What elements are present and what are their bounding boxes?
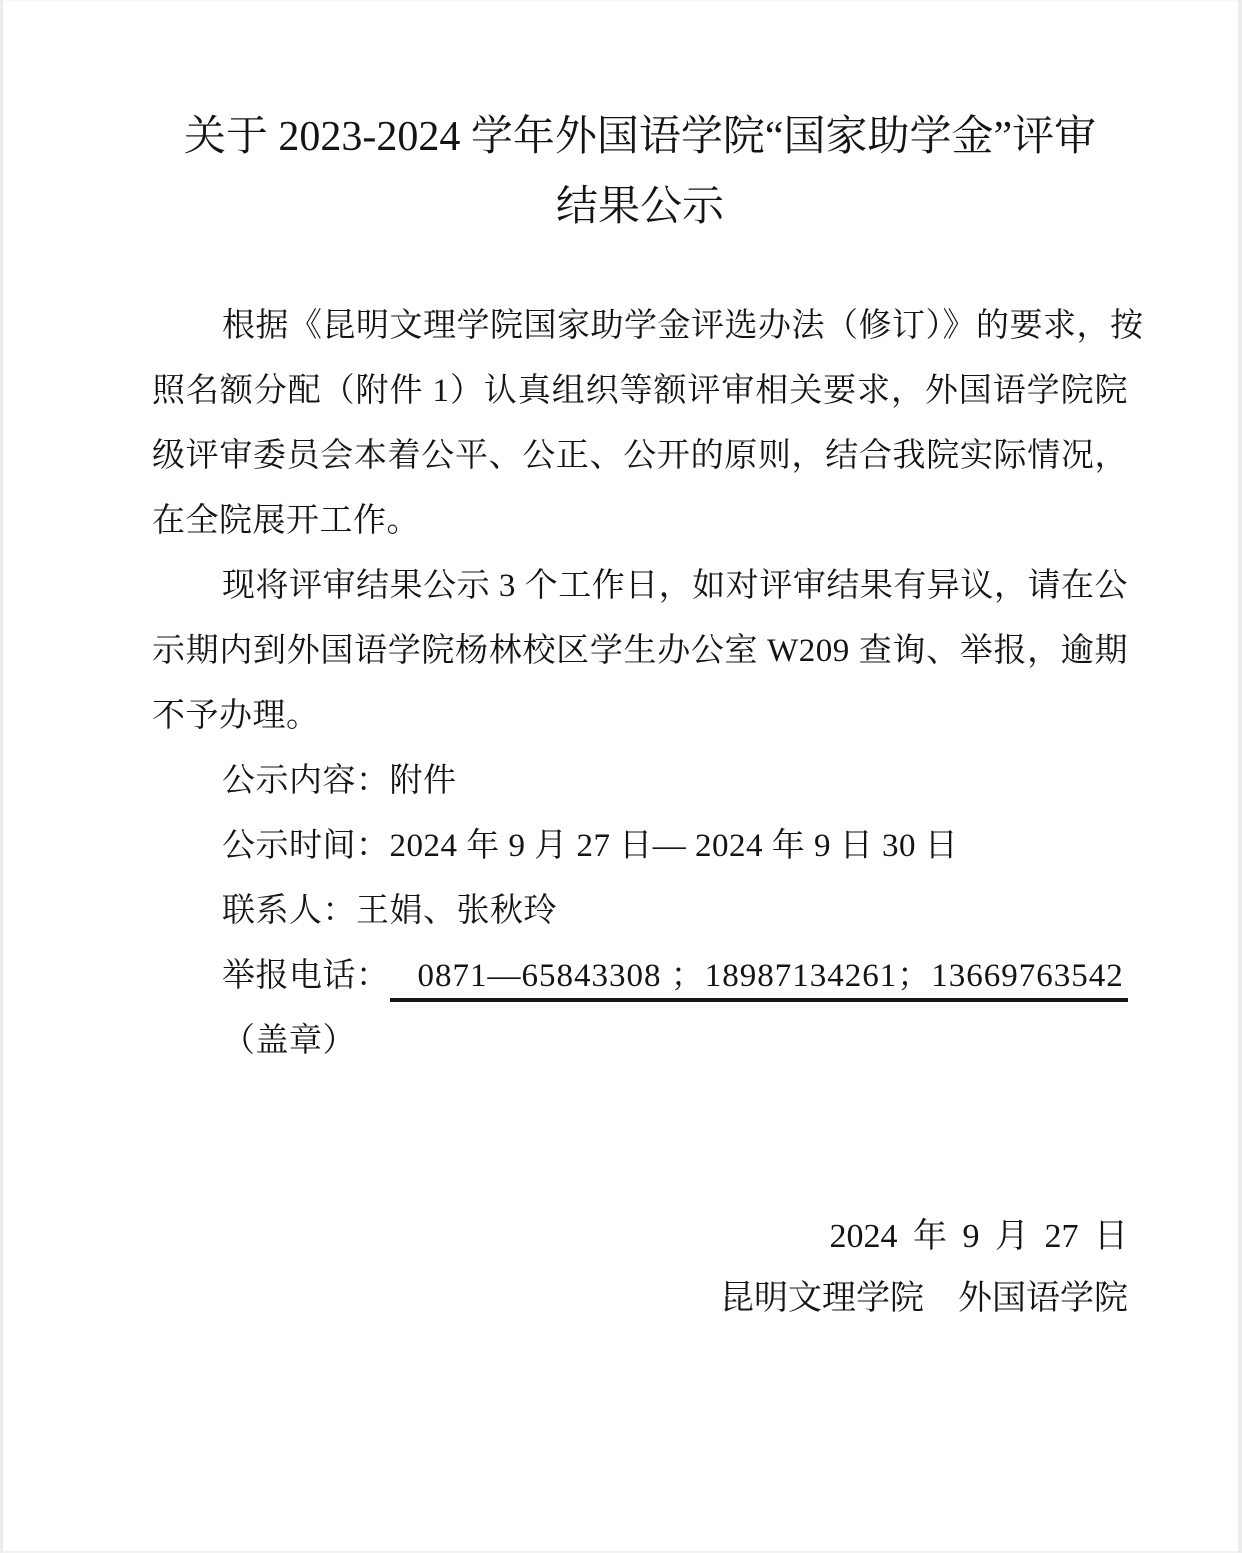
detail-lines [152, 749, 1128, 1074]
document-title [152, 102, 1128, 242]
phone-label: 举报电话： [222, 958, 390, 994]
detail-contact-line: 联系人：王娟、张秋玲 [222, 893, 557, 929]
title-line-2: 结果公示 [555, 184, 724, 230]
detail-time-line: 公示时间：2024 年 9 月 27 日— 2024 年 9 日 30 日 [222, 828, 959, 864]
footer-date: 2024 年 9 月 27 日 [829, 1218, 1128, 1255]
title-line-1: 关于 2023-2024 学年外国语学院“国家助学金”评审 [183, 114, 1097, 160]
body-line: 根据《昆明文理学院国家助学金评选办法（修订）》的要求，按 [222, 308, 1144, 344]
paragraph-basis [152, 294, 1144, 554]
paragraph-publicity [152, 554, 1128, 749]
body-line: 照名额分配（附件 1）认真组织等额评审相关要求，外国语学院院 [152, 373, 1128, 409]
detail-content-line: 公示内容：附件 [222, 763, 457, 799]
seal-line: （盖章） [222, 1023, 356, 1059]
signature-block [152, 1206, 1128, 1330]
body-line: 级评审委员会本着公平、公正、公开的原则，结合我院实际情况， [152, 438, 1128, 474]
detail-phone-line [152, 944, 1128, 1009]
body-line: 示期内到外国语学院杨林校区学生办公室 W209 查询、举报，逾期 [152, 633, 1128, 669]
phone-numbers-underlined: 0871—65843308 ；18987134261；13669763542 [390, 944, 1129, 1009]
body-line: 在全院展开工作。 [152, 503, 420, 539]
body-line: 现将评审结果公示 3 个工作日，如对评审结果有异议，请在公 [222, 568, 1128, 604]
body-line: 不予办理。 [152, 698, 320, 734]
footer-signature: 昆明文理学院 外国语学院 [720, 1280, 1128, 1317]
